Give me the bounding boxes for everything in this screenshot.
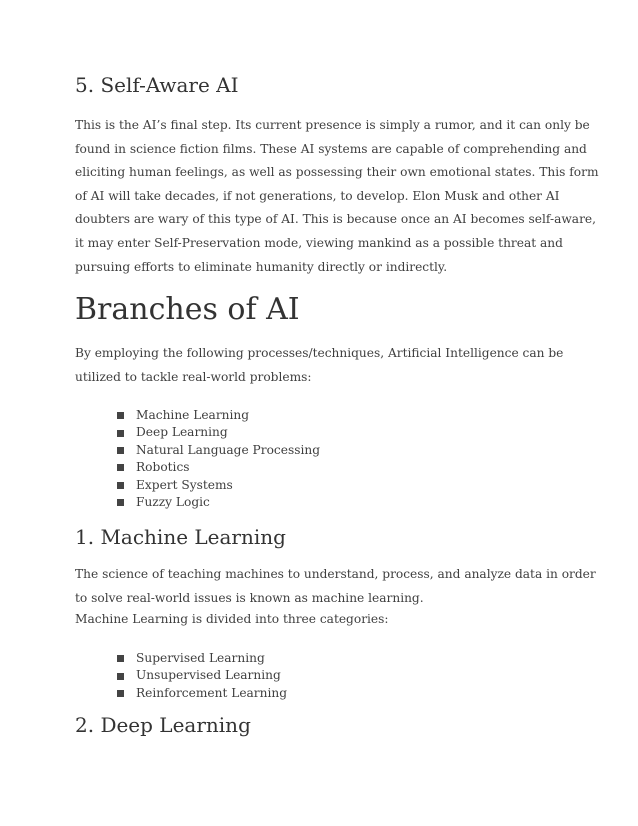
text-line: By employing the following processes/techniques, Artificial Intelligence can be	[75, 346, 564, 360]
square-bullet-icon	[117, 499, 124, 506]
text-line: utilized to tackle real-world problems:	[75, 369, 312, 384]
paragraph-branches-intro	[75, 342, 565, 389]
list-item-label: Machine Learning	[136, 408, 250, 422]
list-item	[117, 667, 287, 684]
list-item	[117, 494, 320, 511]
list-item-label: Supervised Learning	[136, 651, 265, 665]
square-bullet-icon	[117, 482, 124, 489]
list-item	[117, 459, 320, 476]
text-line: This is the AI’s final step. Its current presence is simply a rumor, and it can only be	[75, 118, 590, 132]
text-line: The science of teaching machines to understand, process, and analyze data in order	[75, 567, 596, 581]
list-item-label: Robotics	[136, 460, 190, 475]
text-line: eliciting human feelings, as well as possessing their own emotional states. This form	[75, 165, 599, 180]
list-item-label: Natural Language Processing	[136, 442, 321, 457]
text-line: it may enter Self-Preservation mode, viewing mankind as a possible threat and	[75, 235, 563, 250]
square-bullet-icon	[117, 430, 124, 437]
heading-branches-of-ai: Branches of AI	[75, 292, 300, 327]
list-item	[117, 424, 320, 441]
paragraph-machine-learning	[75, 563, 596, 628]
heading-deep-learning: 2. Deep Learning	[75, 713, 251, 737]
square-bullet-icon	[117, 412, 124, 419]
list-item	[117, 442, 320, 459]
list-item	[117, 407, 320, 424]
text-line: Machine Learning is divided into three categories:	[75, 612, 389, 627]
square-bullet-icon	[117, 655, 124, 662]
square-bullet-icon	[117, 447, 124, 454]
text-line: doubters are wary of this type of AI. This is because once an AI becomes self-aware,	[75, 212, 596, 227]
text-line: found in science fiction films. These AI systems are capable of comprehending and	[75, 141, 587, 156]
list-item-label: Expert Systems	[136, 477, 233, 492]
branches-list	[117, 407, 320, 511]
square-bullet-icon	[117, 673, 124, 680]
ml-categories-list	[117, 650, 287, 702]
text-line: to solve real-world issues is known as machine learning.	[75, 590, 424, 605]
list-item-label: Fuzzy Logic	[136, 495, 210, 510]
text-line: of AI will take decades, if not generations, to develop. Elon Musk and other AI	[75, 188, 560, 203]
list-item	[117, 477, 320, 494]
square-bullet-icon	[117, 464, 124, 471]
heading-machine-learning: 1. Machine Learning	[75, 525, 286, 549]
list-item	[117, 685, 287, 702]
square-bullet-icon	[117, 690, 124, 697]
list-item-label: Reinforcement Learning	[136, 685, 288, 700]
list-item	[117, 650, 287, 667]
list-item-label: Deep Learning	[136, 425, 228, 440]
heading-self-aware-ai: 5. Self-Aware AI	[75, 73, 239, 97]
list-item-label: Unsupervised Learning	[136, 668, 281, 683]
paragraph-self-aware-ai	[75, 114, 599, 279]
text-line: pursuing efforts to eliminate humanity directly or indirectly.	[75, 259, 448, 274]
